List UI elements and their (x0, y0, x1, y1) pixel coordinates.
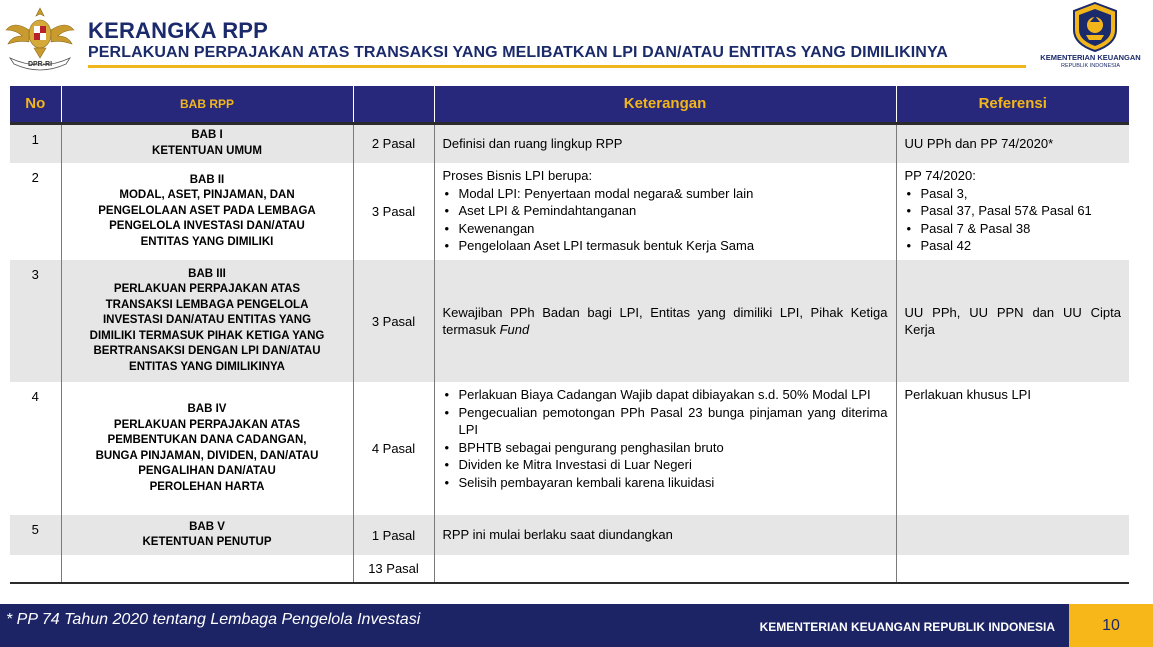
row-number: 4 (10, 382, 61, 515)
list-item: • Pasal 3, (905, 185, 1122, 203)
list-item: • Dividen ke Mitra Investasi di Luar Negeri (443, 456, 888, 474)
rpp-table (10, 86, 1129, 584)
total-referensi (896, 555, 1129, 583)
bab-line: INVESTASI DAN/ATAU ENTITAS YANG (102, 314, 312, 327)
keterangan-cell: Definisi dan ruang lingkup RPP (434, 123, 896, 163)
bab-cell (61, 382, 353, 515)
header-bab-rpp: BAB RPP (61, 86, 353, 123)
list-item: • Perlakuan Biaya Cadangan Wajib dapat dibiayakan s.d. 50% Modal LPI (443, 386, 888, 404)
list-item: • Kewenangan (443, 220, 888, 238)
bab-line: TRANSAKSI LEMBAGA PENGELOLA (105, 298, 309, 311)
header-pasal (353, 86, 434, 123)
bab-line: MODAL, ASET, PINJAMAN, DAN (119, 189, 295, 202)
bab-line: PEROLEHAN HARTA (149, 480, 265, 493)
bab-cell (61, 123, 353, 163)
bab-line: PEMBENTUKAN DANA CADANGAN, (107, 434, 307, 446)
keterangan-cell (434, 163, 896, 260)
total-row (10, 555, 1129, 583)
keterangan-list (443, 185, 888, 255)
bab-line: KETENTUAN UMUM (152, 144, 262, 157)
table-header-row (10, 86, 1129, 123)
total-pasal: 13 Pasal (353, 555, 434, 583)
bab-line: BAB I (191, 129, 223, 142)
bab-line: DIMILIKI TERMASUK PIHAK KETIGA YANG (89, 329, 325, 342)
referensi-cell: UU PPh, UU PPN dan UU Cipta Kerja (904, 304, 1121, 337)
dpr-garuda-logo (0, 0, 80, 72)
total-keterangan (434, 555, 896, 583)
title-underline (88, 65, 1026, 68)
page-subtitle: PERLAKUAN PERPAJAKAN ATAS TRANSAKSI YANG MELIBATKAN LPI DAN/ATAU ENTITAS YANG DIMILIKINYA (88, 44, 948, 61)
keterangan-list (443, 386, 888, 491)
list-item: • BPHTB sebagai pengurang penghasilan bruto (443, 439, 888, 457)
referensi-cell: Perlakuan khusus LPI (904, 387, 1031, 402)
pasal-count: 1 Pasal (353, 515, 434, 555)
kemenkeu-logo (1064, 2, 1126, 52)
referensi-cell: UU PPh dan PP 74/2020* (904, 136, 1054, 151)
referensi-lead: PP 74/2020: (904, 168, 976, 183)
total-bab (61, 555, 353, 583)
pasal-count: 2 Pasal (353, 123, 434, 163)
page-number: 10 (1102, 617, 1120, 634)
table-row (10, 382, 1129, 515)
bab-line: PENGALIHAN DAN/ATAU (138, 465, 276, 477)
footer-org-name: KEMENTERIAN KEUANGAN REPUBLIK INDONESIA (759, 620, 1055, 634)
header-referensi: Referensi (978, 95, 1047, 113)
bab-cell (61, 163, 353, 260)
list-item: • Aset LPI & Pemindahtanganan (443, 202, 888, 220)
bab-line: BAB IV (187, 403, 227, 415)
pasal-count: 4 Pasal (353, 382, 434, 515)
bab-line: BAB V (189, 520, 225, 533)
pasal-count: 3 Pasal (353, 260, 434, 382)
bab-line: BUNGA PINJAMAN, DIVIDEN, DAN/ATAU (95, 449, 319, 462)
list-item: • Pengelolaan Aset LPI termasuk bentuk Kerja Sama (443, 237, 888, 255)
bab-line: BAB III (188, 267, 226, 280)
bab-line: BAB II (189, 173, 225, 186)
referensi-cell (896, 163, 1129, 260)
total-no (10, 555, 61, 583)
header-keterangan: Keterangan (434, 86, 896, 123)
keterangan-lead: Proses Bisnis LPI berupa: (442, 168, 593, 183)
footer-bar (0, 604, 1069, 647)
list-item: • Pasal 42 (905, 237, 1122, 255)
list-item: • Selisih pembayaran kembali karena likuidasi (443, 474, 888, 492)
keterangan-text: Kewajiban PPh Badan bagi LPI, Entitas yang dimiliki LPI, Pihak Ketiga termasuk (442, 304, 888, 337)
keterangan-cell: RPP ini mulai berlaku saat diundangkan (434, 515, 896, 555)
bab-cell (61, 515, 353, 555)
bab-line: BERTRANSAKSI DENGAN LPI DAN/ATAU (93, 345, 321, 358)
bab-cell (61, 260, 353, 382)
row-number: 5 (10, 515, 61, 555)
list-item: • Pengecualian pemotongan PPh Pasal 23 bunga pinjaman yang diterima LPI (443, 404, 888, 439)
page-number-box (1069, 604, 1153, 647)
bab-line: ENTITAS YANG DIMILIKINYA (129, 360, 285, 373)
keterangan-cell (434, 260, 896, 382)
bab-line: ENTITAS YANG DIMILIKI (140, 235, 274, 248)
row-number: 2 (10, 163, 61, 260)
header-no: No (10, 86, 61, 123)
page-title: KERANGKA RPP (88, 18, 269, 43)
list-item: • Pasal 7 & Pasal 38 (905, 220, 1122, 238)
table-row (10, 260, 1129, 382)
table-row (10, 123, 1129, 163)
list-item: • Modal LPI: Penyertaan modal negara& sumber lain (443, 185, 888, 203)
bab-line: PENGELOLA INVESTASI DAN/ATAU (109, 220, 305, 233)
bab-line: PERLAKUAN PERPAJAKAN ATAS (113, 418, 301, 431)
dpr-logo-text: DPR-RI (27, 61, 53, 68)
keterangan-cell (434, 382, 896, 515)
bab-line: PERLAKUAN PERPAJAKAN ATAS (113, 283, 301, 296)
referensi-list (905, 185, 1122, 255)
list-item: • Pasal 37, Pasal 57& Pasal 61 (905, 202, 1122, 220)
referensi-cell (896, 515, 1129, 555)
row-number: 1 (10, 123, 61, 163)
row-number: 3 (10, 260, 61, 382)
table-row (10, 515, 1129, 555)
keterangan-emphasis: Fund (499, 322, 530, 337)
footnote-text: * PP 74 Tahun 2020 tentang Lembaga Pengelola Investasi (6, 611, 421, 628)
kemenkeu-name: KEMENTERIAN KEUANGAN (1040, 53, 1141, 62)
pasal-count: 3 Pasal (353, 163, 434, 260)
table-row (10, 163, 1129, 260)
bab-line: KETENTUAN PENUTUP (142, 536, 272, 548)
bab-line: PENGELOLAAN ASET PADA LEMBAGA (98, 204, 316, 217)
kemenkeu-subname: REPUBLIK INDONESIA (1061, 63, 1120, 69)
